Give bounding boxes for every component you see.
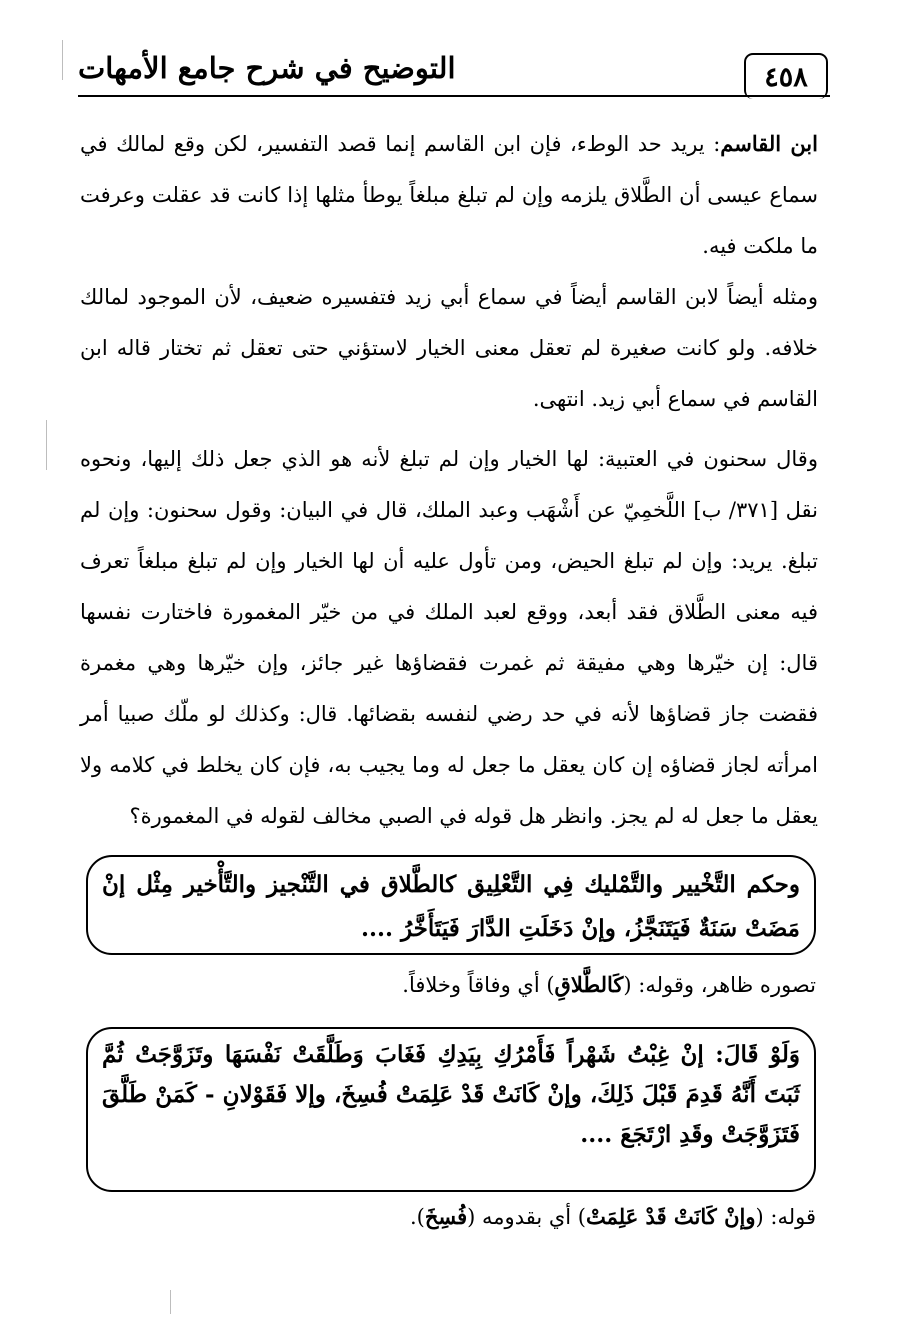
paragraph-1 (80, 118, 818, 272)
commentary-2-suffix: ). (409, 1205, 425, 1229)
paragraph-2-text: ومثله أيضاً لابن القاسم أيضاً في سماع أبي زيد فتفسيره ضعيف، لأن الموجود لمالك خلافه. ولو كانت صغيرة لم تعقل معنى الخيار لاستؤني حتى تعقل ثم تختار قاله ابن القاسم في سماع أبي زيد. انتهى. (80, 285, 818, 411)
paragraph-1-text: : يريد حد الوطء، فإن ابن القاسم إنما قصد التفسير، لكن وقع لمالك في سماع عيسى أن الطَّلاق يلزمه وإن لم تبلغ مبلغاً يوطأ مثلها إذا كانت قد عقلت وعرفت ما ملكت فيه. (80, 132, 818, 258)
commentary-1-prefix: تصوره ظاهر، وقوله: ( (623, 973, 816, 997)
commentary-1 (402, 968, 816, 1002)
page-header (78, 45, 830, 97)
running-title: التوضيح في شرح جامع الأمهات (78, 51, 456, 85)
scan-margin-mark (46, 420, 47, 470)
commentary-2 (410, 1200, 816, 1234)
matn-box-2 (86, 1027, 816, 1192)
paragraph-3-text: وقال سحنون في العتبية: لها الخيار وإن لم تبلغ لأنه هو الذي جعل ذلك إليها، ونحوه نقل [٣٧١/ ب] اللَّخمِيّ عن أَشْهَب وعبد الملك، قال في البيان: وقول سحنون: وإن لم تبلغ. يريد: وإن لم تبلغ الحيض، ومن تأول عليه أن لها الخيار وإن لم تبلغ مبلغاً تعرف فيه معنى الطَّلاق فقد أبعد، ووقع لعبد الملك في من خيّر المغمورة فاختارت نفسها قال: إن خيّرها وهي مفيقة ثم غمرت فقضاؤها غير جائز، وإن خيّرها وهي مغمرة فقضت جاز قضاؤها لأنه في حد رضي لنفسه بقضائها. قال: وكذلك لو ملّك صبيا أمر امرأته لجاز قضاؤه إن كان يعقل ما جعل له وما يجيب به، فإن كان يخلط في كلامه ولا يعقل ما جعل له لم يجز. وانظر هل قوله في الصبي مخالف لقوله في المغمورة؟ (80, 447, 818, 828)
scan-margin-mark (170, 1290, 171, 1314)
commentary-1-suffix: ) أي وفاقاً وخلافاً. (402, 973, 555, 997)
header-rule (78, 95, 830, 97)
scan-margin-mark (62, 40, 63, 80)
commentary-2-quote: وإنْ كَانَتْ قَدْ عَلِمَتْ (586, 1204, 756, 1229)
commentary-2-prefix: قوله: ( (755, 1205, 816, 1229)
paragraph-3 (80, 434, 818, 842)
paragraph-2 (80, 272, 818, 425)
matn-box-1 (86, 855, 816, 955)
speaker-label: ابن القاسم (720, 131, 818, 156)
page-number: ٤٥٨ (744, 53, 828, 99)
commentary-2-quote-2: فُسِخَ (424, 1204, 468, 1229)
matn-text-2: وَلَوْ قَالَ: إنْ غِبْتُ شَهْراً فَأَمْرُكِ بِيَدِكِ فَغَابَ وَطَلَّقَتْ نَفْسَهَا وتَزَوَّجَتْ ثُمَّ ثَبَتَ أَنَّهُ قَدِمَ قَبْلَ ذَلِكَ، وإنْ كَانَتْ قَدْ عَلِمَتْ فُسِخَ، وإلا فَقَوْلانِ - كَمَنْ طَلَّقَ فَتَزَوَّجَتْ وقَدِ ارْتَجَعَ .... (102, 1041, 800, 1148)
commentary-2-middle: ) أي بقدومه ( (467, 1205, 586, 1229)
matn-text-1: وحكم التَّخْيير والتَّمْليك فِي التَّعْلِيق كالطَّلاق في التَّنْجيز والتَّأْخير مِثْل إنْ مَضَتْ سَنَةٌ فَيَتَنَجَّزُ، وإنْ دَخَلَتِ الدَّارَ فَيَتَأَخَّرُ .... (102, 871, 800, 942)
commentary-1-quote: كَالطَّلاقِ (554, 972, 624, 997)
